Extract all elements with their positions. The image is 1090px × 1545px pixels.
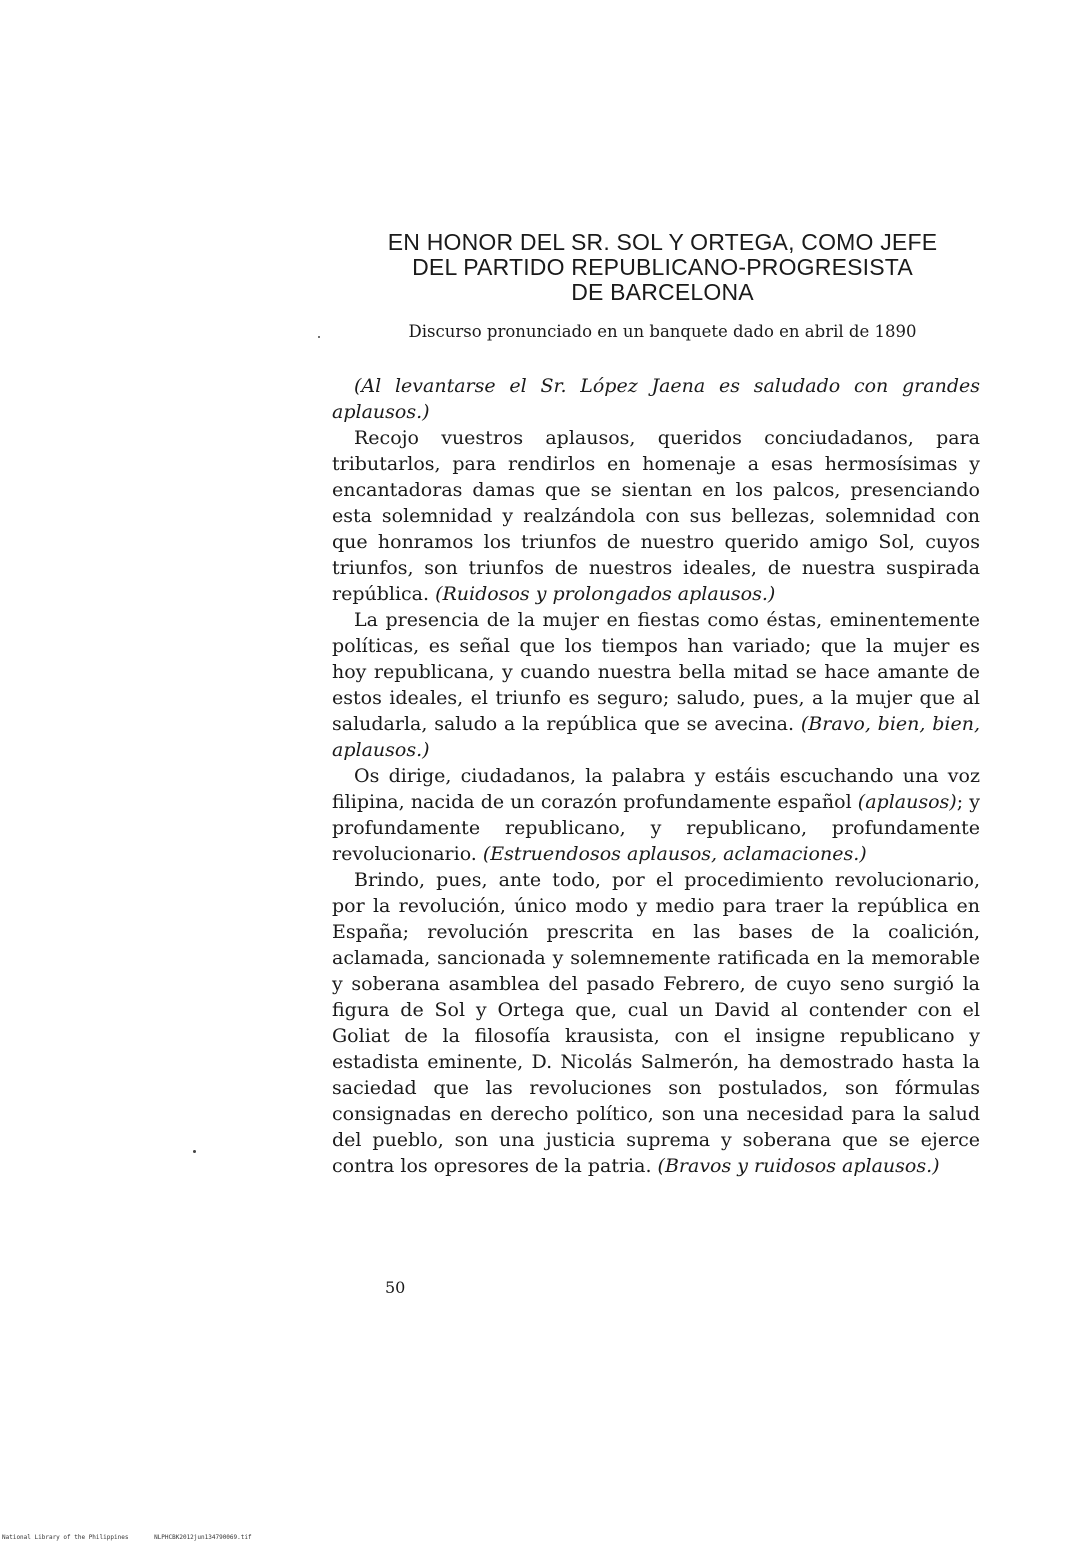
- paragraph: [332, 607, 980, 763]
- scan-speck: [193, 1150, 196, 1153]
- title-line-1: EN HONOR DEL SR. SOL Y ORTEGA, COMO JEFE: [387, 229, 938, 255]
- stage-direction: (Bravo, bien, bien, aplausos.): [332, 713, 980, 761]
- footer-file: NLPHCBK2012jun134790069.tif: [154, 1534, 252, 1541]
- paragraph-text: La presencia de la mujer en fiestas como éstas, eminentemente políticas, es señal que los tiempos han variado; que la mujer es hoy republicana, y cuando nuestra bella mitad se hace amante de estos ideales, el triunfo es seguro; saludo, pues, a la mujer que al saludarla, saludo a la república que se avecina.: [332, 609, 980, 735]
- paragraph: [332, 425, 980, 607]
- title-line-2: DEL PARTIDO REPUBLICANO-PROGRESISTA: [412, 254, 913, 280]
- stage-direction: (Ruidosos y prolongados aplausos.): [435, 583, 776, 605]
- page-title: [330, 230, 995, 305]
- speech-body: [332, 373, 980, 1179]
- paragraph-text: Brindo, pues, ante todo, por el procedimiento revolucionario, por la revolución, único modo y medio para traer la república en España; revolución prescrita en las bases de la coalición, aclamada, sancionada y solemnemente ratificada en la memorable y soberana asamblea del pasado Febrero, de cuyo seno surgió la figura de Sol y Ortega que, cual un David al contender con el Goliat de la filosofía krausista, con el insigne republicano y estadista eminente, D. Nicolás Salmerón, ha demostrado hasta la saciedad que las revoluciones son postulados, son fórmulas consignadas en derecho político, son una necesidad para la salud del pueblo, son una justicia suprema y soberana que se ejerce contra los opresores de la patria.: [332, 869, 980, 1177]
- paragraph-text: ; y profundamente republicano, y republicano, profundamente revolucionario.: [332, 791, 980, 865]
- stage-direction: (Estruendosos aplausos, aclamaciones.): [482, 843, 867, 865]
- paragraph: [332, 867, 980, 1179]
- subtitle: Discurso pronunciado en un banquete dado en abril de 1890: [408, 322, 917, 341]
- stage-direction: (Al levantarse el Sr. López Jaena es saludado con grandes aplausos.): [332, 375, 980, 423]
- scan-speck: [318, 336, 320, 338]
- stage-direction: (aplausos): [857, 791, 957, 813]
- stage-direction: (Bravos y ruidosos aplausos.): [657, 1155, 940, 1177]
- title-line-3: DE BARCELONA: [571, 279, 754, 305]
- paragraph-text: Os dirige, ciudadanos, la palabra y estáis escuchando una voz filipina, nacida de un corazón profundamente español: [332, 765, 980, 813]
- page-number: 50: [385, 1278, 406, 1297]
- paragraph: [332, 373, 980, 425]
- paragraph: [332, 763, 980, 867]
- scan-footer: [2, 1534, 274, 1541]
- paragraph-text: Recojo vuestros aplausos, queridos conciudadanos, para tributarlos, para rendirlos en homenaje a esas hermosísimas y encantadoras damas que se sientan en los palcos, presenciando esta solemnidad y realzándola con sus bellezas, solemnidad con que honramos los triunfos de nuestro querido amigo Sol, cuyos triunfos, son triunfos de nuestros ideales, de nuestra suspirada república.: [332, 427, 980, 605]
- footer-library: National Library of the Philippines: [2, 1534, 129, 1541]
